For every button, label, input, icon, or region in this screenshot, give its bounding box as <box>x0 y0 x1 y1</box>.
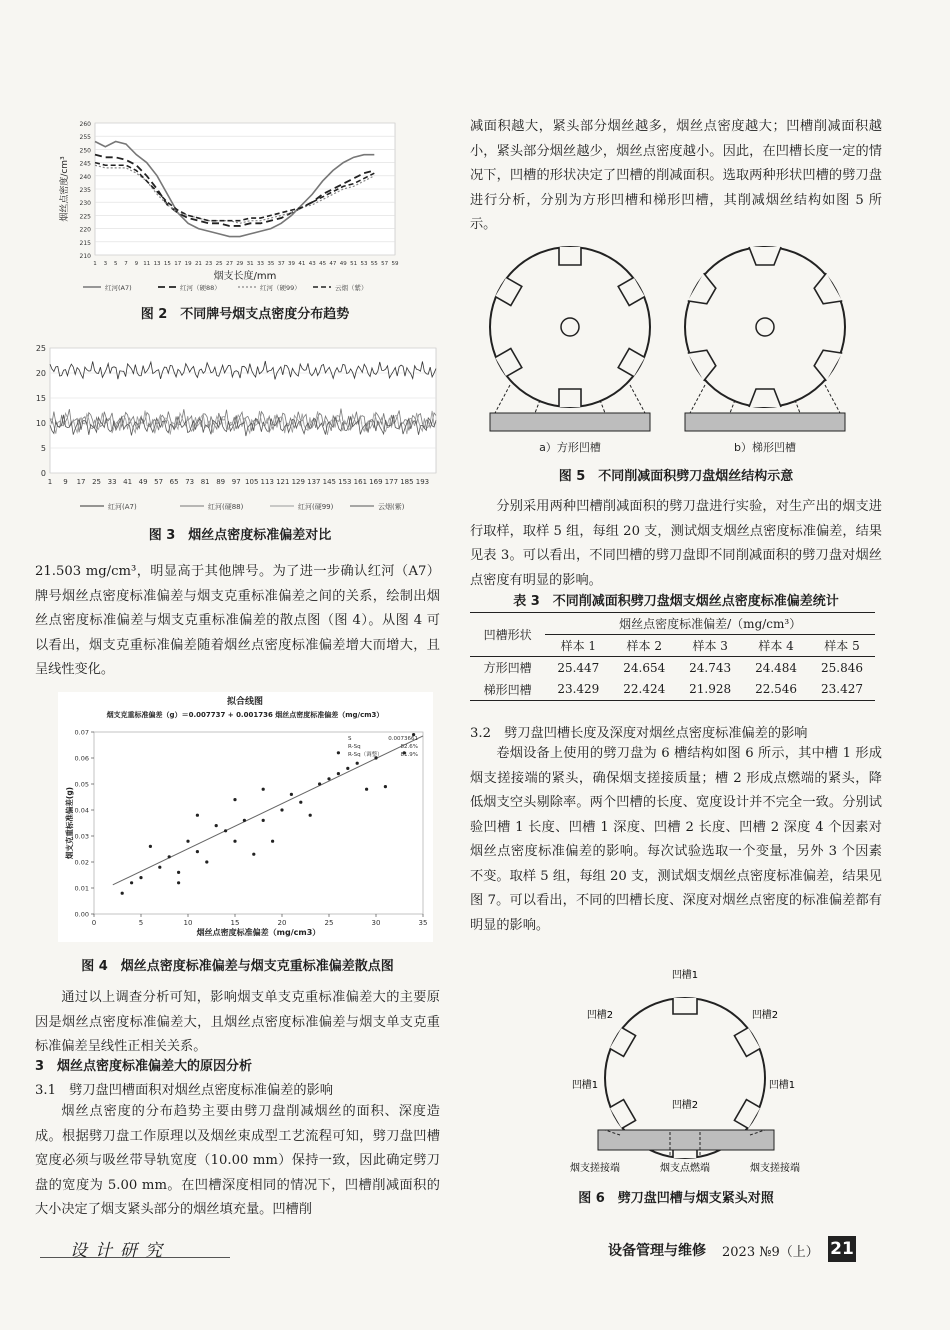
fig2-xtick-label: 1 <box>93 261 97 267</box>
figure2-chart <box>55 115 430 295</box>
table3-cell: 22.424 <box>611 679 677 701</box>
fig4-ylabel: 烟支克重标准偏差(g) <box>65 786 74 860</box>
section-3-heading: 3 烟丝点密度标准偏差大的原因分析 <box>35 1059 253 1074</box>
fig4-scatter-point <box>356 762 359 765</box>
trapezoid-groove-notch <box>688 273 716 304</box>
fig4-equation: 烟支克重标准偏差（g）＝0.007737 + 0.001736 烟丝点密度标准偏差（mg/cm3） <box>106 711 384 719</box>
fig2-xtick-label: 49 <box>339 261 347 267</box>
fig4-scatter-point <box>121 892 124 895</box>
fig2-xtick-label: 31 <box>246 261 254 267</box>
trapezoid-groove-notch <box>749 247 781 265</box>
fig2-ylabel: 烟丝点密度/cm³ <box>60 156 70 222</box>
fig4-scatter-point <box>196 814 199 817</box>
fig4-scatter-point <box>158 866 161 869</box>
fig3-ytick-label: 5 <box>40 444 46 453</box>
fig6-groove-notch <box>734 1028 760 1057</box>
fig4-ytick-label: 0.06 <box>74 754 89 763</box>
square-groove-notch <box>618 348 645 376</box>
fig3-xtick-label: 129 <box>291 478 305 486</box>
fig4-scatter-point <box>318 782 321 785</box>
fig4-scatter-point <box>309 814 312 817</box>
fig4-ytick-label: 0.07 <box>74 728 89 737</box>
fig4-scatter-point <box>337 751 340 754</box>
fig2-legend-label: 红河（硬99） <box>260 284 301 292</box>
fig4-xtick-label: 0 <box>91 919 97 927</box>
fig3-xtick-label: 105 <box>245 478 259 486</box>
table3-header-cell: 样本 3 <box>677 635 743 657</box>
fig4-scatter-point <box>139 876 142 879</box>
fig3-xtick-label: 81 <box>200 478 210 486</box>
fig2-xtick-label: 17 <box>174 261 182 267</box>
table3 <box>470 612 875 701</box>
footer-issue: 2023 №9（上） <box>722 1245 819 1260</box>
fig3-legend-label: 红河(A7) <box>108 503 137 511</box>
fig3-xtick-label: 113 <box>260 478 274 486</box>
square-groove-disk <box>490 247 650 407</box>
trapezoid-groove-notch <box>814 273 842 304</box>
footer-journal: 设备管理与维修 <box>608 1243 706 1259</box>
fig2-xtick-label: 25 <box>215 261 223 267</box>
fig4-scatter-point <box>196 850 199 853</box>
fig4-title: 拟合线图 <box>226 697 264 707</box>
fig4-scatter-point <box>262 788 265 791</box>
fig2-xtick-label: 21 <box>194 261 202 267</box>
table3-header-cell: 样本 4 <box>743 635 809 657</box>
left-paragraph-1: 21.503 mg/cm³，明显高于其他牌号。为了进一步确认红河（A7）牌号烟丝点密度标准偏差与烟支克重标准偏差之间的关系，绘制出烟丝点密度标准偏差与烟支克重标准偏差的散点图（图 4）。从图 4 可以看出，烟支克重标准偏差随着烟丝点密度标准偏差增大而增大，且呈线性变化。 <box>35 564 440 677</box>
table3-cell: 22.546 <box>743 679 809 701</box>
fig4-scatter-point <box>177 871 180 874</box>
fig2-ytick-label: 240 <box>79 173 91 181</box>
fig2-legend-label: 红河(A7) <box>105 284 132 292</box>
fig2-xtick-label: 5 <box>113 261 118 267</box>
fig2-ytick-label: 210 <box>79 253 91 260</box>
fig3-ytick-label: 10 <box>35 419 46 428</box>
square-groove-notch <box>559 247 581 265</box>
table3-row-label: 方形凹槽 <box>483 661 532 676</box>
fig4-scatter-point <box>149 845 152 848</box>
fig4-scatter-point <box>177 881 180 884</box>
square-groove-notch <box>618 277 645 305</box>
fig3-legend-label: 云烟(紫) <box>378 503 405 511</box>
fig4-stat-value: 0.0073661 <box>388 736 418 742</box>
fig2-ytick-label: 225 <box>79 213 91 221</box>
right-paragraph-2: 分别采用两种凹槽削减面积的劈刀盘进行实验，对生产出的烟支进行取样，取样 5 组，每组 20 支，测试烟支烟丝点密度标准偏差，结果见表 3。可以看出，不同凹槽的劈刀盘即不同削减面积的劈刀盘对烟丝点密度有明显的影响。 <box>470 499 882 588</box>
section-3-2-heading: 3.2 劈刀盘凹槽长度及深度对烟丝点密度标准偏差的影响 <box>470 726 808 741</box>
figure4-caption: 图 4 烟丝点密度标准偏差与烟支克重标准偏差散点图 <box>81 959 394 974</box>
fig6-label-base-right: 烟支搓接端 <box>750 1163 800 1174</box>
fig4-xtick-label: 30 <box>371 919 381 927</box>
square-groove-base <box>490 413 650 431</box>
fig4-scatter-point <box>327 777 330 780</box>
fig2-ytick-label: 220 <box>79 226 91 234</box>
fig3-xtick-label: 73 <box>185 478 195 486</box>
right-paragraph-1: 减面积越大，紧头部分烟丝越多，烟丝点密度越大；凹槽削减面积越小，紧头部分烟丝越少，烟丝点密度越小。因此，在凹槽长度一定的情况下，凹槽的形状决定了凹槽的削减面积。选取两种形状凹槽的劈刀盘进行分析，分别为方形凹槽和梯形凹槽，其削减烟丝结构如图 5 所示。 <box>470 119 882 232</box>
table3-header-cell: 样本 1 <box>545 635 611 657</box>
fig4-scatter-point <box>186 840 189 843</box>
fig2-xtick-label: 33 <box>257 261 265 267</box>
fig3-xtick-label: 41 <box>123 478 133 486</box>
fig3-xtick-label: 169 <box>369 478 383 486</box>
fig4-scatter-point <box>215 824 218 827</box>
fig3-xtick-label: 193 <box>415 478 430 486</box>
fig4-stat-label: S <box>348 736 352 742</box>
trapezoid-groove-notch <box>749 389 781 407</box>
fig4-scatter-point <box>233 840 236 843</box>
table3-cell: 24.654 <box>623 660 666 675</box>
fig2-xtick-label: 13 <box>153 261 161 267</box>
table3-cell: 21.928 <box>677 679 743 701</box>
fig6-label-lower-right: 凹槽1 <box>768 1080 796 1091</box>
fig3-xtick-label: 25 <box>92 478 102 486</box>
page-number: 21 <box>828 1236 856 1262</box>
fig2-xtick-label: 7 <box>124 261 128 267</box>
fig2-xtick-label: 59 <box>391 261 399 267</box>
table3-cell: 24.743 <box>689 660 732 675</box>
figure5-diagram <box>480 235 870 465</box>
fig4-scatter-point <box>384 785 387 788</box>
fig4-scatter-point <box>130 881 133 884</box>
fig2-xtick-label: 11 <box>143 261 151 267</box>
fig6-label-lower-left: 凹槽1 <box>571 1080 599 1091</box>
fig4-scatter-point <box>224 829 227 832</box>
table3-cell: 23.427 <box>809 679 875 701</box>
left-paragraph-2: 通过以上调查分析可知，影响烟支单支克重标准偏差大的主要原因是烟丝点密度标准偏差大，且烟丝点密度标准偏差与烟支单支克重标准偏差呈线性正相关关系。 <box>35 990 440 1054</box>
table3-header-cell: 样本 2 <box>611 635 677 657</box>
table3-cell: 25.447 <box>557 660 600 675</box>
trapezoid-groove-notch <box>688 350 716 381</box>
fig2-xtick-label: 41 <box>298 261 306 267</box>
fig4-ytick-label: 0.00 <box>74 910 89 919</box>
fig2-xtick-label: 57 <box>381 261 389 267</box>
figure5-sub-b: b）梯形凹槽 <box>734 441 796 454</box>
fig4-scatter-point <box>233 798 236 801</box>
fig4-xtick-label: 5 <box>138 919 144 927</box>
fig2-xtick-label: 29 <box>236 261 244 267</box>
figure4-chart <box>58 692 433 942</box>
fig3-xtick-label: 161 <box>353 478 368 486</box>
fig3-ytick-label: 0 <box>40 469 46 478</box>
fig2-xtick-label: 47 <box>329 261 337 267</box>
fig2-xtick-label: 39 <box>288 261 296 267</box>
figure2-caption: 图 2 不同牌号烟支点密度分布趋势 <box>140 307 350 322</box>
fig3-xtick-label: 17 <box>76 478 86 486</box>
fig2-ytick-label: 215 <box>79 239 91 247</box>
right-paragraph-3: 卷烟设备上使用的劈刀盘为 6 槽结构如图 6 所示，其中槽 1 形成烟支搓接端的紧头，确保烟支搓接质量；槽 2 形成点燃端的紧头，降低烟支空头剔除率。两个凹槽的长度、宽度设计并不完全一致。分别试验凹槽 1 长度、凹槽 1 深度、凹槽 2 长度、凹槽 2 深度 4 个因素对烟丝点密度标准偏差的影响。每次试验选取一个变量，另外 3 个因素不变。取样 5 组，每组 20 支，测试烟支烟丝点密度标准偏差，结果见图 7。可以看出，不同的凹槽长度、深度对烟丝点密度的标准偏差都有明显的影响。 <box>470 746 882 933</box>
fig3-xtick-label: 177 <box>384 478 399 486</box>
fig2-xtick-label: 15 <box>163 261 171 267</box>
fig4-scatter-point <box>290 793 293 796</box>
fig4-stat-label: R-Sq <box>348 744 361 750</box>
fig4-scatter-point <box>262 819 265 822</box>
fig3-xtick-label: 9 <box>63 478 68 486</box>
figure6-caption: 图 6 劈刀盘凹槽与烟支紧头对照 <box>578 1191 774 1206</box>
trapezoid-groove-base <box>685 413 845 431</box>
fig4-stat-value: 82.6% <box>400 744 418 750</box>
fig2-ytick-label: 255 <box>79 134 91 142</box>
fig3-xtick-label: 97 <box>231 478 241 486</box>
fig4-xlabel: 烟丝点密度标准偏差（mg/cm3） <box>196 928 321 937</box>
footer-section: 设计研究 <box>70 1241 170 1261</box>
figure5-caption: 图 5 不同削减面积劈刀盘烟丝结构示意 <box>558 469 794 484</box>
fig4-scatter-point <box>271 840 274 843</box>
fig6-groove-notch <box>673 998 697 1014</box>
fig6-label-upper-left: 凹槽2 <box>586 1010 614 1021</box>
fig4-scatter-point <box>299 801 302 804</box>
fig4-stat-value: 81.9% <box>400 752 418 758</box>
fig3-xtick-label: 33 <box>107 478 117 486</box>
fig4-scatter-point <box>168 855 171 858</box>
fig2-xtick-label: 51 <box>350 261 358 267</box>
fig2-xtick-label: 3 <box>103 261 108 267</box>
fig6-label-base-left: 烟支搓接端 <box>570 1163 620 1174</box>
fig3-xtick-label: 49 <box>138 478 148 486</box>
fig6-label-upper-right: 凹槽2 <box>751 1010 779 1021</box>
fig2-xtick-label: 55 <box>370 261 378 267</box>
fig2-xtick-label: 53 <box>360 261 368 267</box>
fig2-ytick-label: 235 <box>79 187 91 194</box>
square-groove-notch <box>495 348 522 376</box>
fig3-xtick-label: 185 <box>400 478 414 486</box>
figure5-sub-a: a）方形凹槽 <box>539 441 601 454</box>
left-paragraph-3: 烟丝点密度的分布趋势主要由劈刀盘削减烟丝的面积、深度造成。根据劈刀盘工作原理以及烟丝束成型工艺流程可知，劈刀盘凹槽宽度必须与吸丝带导轨宽度（10.00 mm）保持一致，因此确定劈刀盘的宽度为 5.00 mm。在凹槽深度相同的情况下，凹槽削减面积的大小决定了烟支紧头部分的烟丝填充量。凹槽削 <box>35 1104 440 1217</box>
table3-title: 表 3 不同削减面积劈刀盘烟支烟丝点密度标准偏差统计 <box>513 594 839 609</box>
fig2-xlabel: 烟支长度/mm <box>213 271 277 282</box>
fig4-scatter-point <box>365 788 368 791</box>
fig4-scatter-point <box>337 772 340 775</box>
fig3-xtick-label: 137 <box>307 478 321 486</box>
fig2-ytick-label: 250 <box>79 147 91 155</box>
fig3-xtick-label: 89 <box>216 478 226 486</box>
fig2-legend-label: 红河（硬88） <box>180 284 221 292</box>
fig2-ytick-label: 230 <box>79 200 91 208</box>
fig4-scatter-point <box>243 819 246 822</box>
fig4-xtick-label: 10 <box>183 919 193 927</box>
table3-cell: 25.846 <box>821 660 864 675</box>
fig3-xtick-label: 121 <box>276 478 290 486</box>
fig4-ytick-label: 0.05 <box>74 780 89 789</box>
fig4-stat-label: R-Sq（调整） <box>348 752 383 758</box>
fig3-ytick-label: 15 <box>35 394 46 403</box>
figure3-chart <box>28 340 440 520</box>
fig3-legend-label: 红河(硬88) <box>208 503 244 511</box>
fig4-scatter-point <box>280 808 283 811</box>
fig3-ytick-label: 25 <box>35 344 46 353</box>
fig2-ytick-label: 245 <box>79 160 91 168</box>
fig6-label-bottom: 凹槽2 <box>671 1100 699 1111</box>
fig4-ytick-label: 0.02 <box>74 858 89 867</box>
fig2-xtick-label: 23 <box>205 261 213 267</box>
fig3-legend-label: 红河(硬99) <box>298 503 334 511</box>
fig3-ytick-label: 20 <box>35 369 46 378</box>
fig4-xtick-label: 15 <box>230 919 240 927</box>
fig6-groove-notch <box>734 1100 760 1129</box>
fig4-ytick-label: 0.03 <box>74 832 89 841</box>
fig6-label-base-mid: 烟支点燃端 <box>660 1163 710 1174</box>
section-3-1-heading: 3.1 劈刀盘凹槽面积对烟丝点密度标准偏差的影响 <box>35 1083 333 1098</box>
fig2-xtick-label: 9 <box>134 261 139 267</box>
fig3-xtick-label: 153 <box>338 478 352 486</box>
fig2-xtick-label: 27 <box>225 261 233 267</box>
fig6-label-top: 凹槽1 <box>671 970 699 981</box>
fig3-xtick-label: 145 <box>322 478 337 486</box>
fig6-groove-notch <box>610 1028 636 1057</box>
fig2-xtick-label: 37 <box>277 261 285 267</box>
fig4-ytick-label: 0.04 <box>74 806 89 815</box>
fig3-xtick-label: 57 <box>154 478 164 486</box>
fig4-xtick-label: 20 <box>277 919 287 927</box>
fig2-xtick-label: 43 <box>308 261 316 267</box>
table3-col0-header: 凹槽形状 <box>470 613 545 657</box>
figure6-diagram <box>560 960 810 1180</box>
trapezoid-groove-disk <box>685 247 845 407</box>
figure3-caption: 图 3 烟丝点密度标准偏差对比 <box>148 528 332 543</box>
fig4-scatter-point <box>252 853 255 856</box>
fig3-xtick-label: 1 <box>47 478 53 486</box>
fig4-scatter-point <box>205 860 208 863</box>
square-groove-notch <box>559 389 581 407</box>
fig2-xtick-label: 19 <box>184 261 192 267</box>
trapezoid-groove-notch <box>814 350 842 381</box>
fig2-xtick-label: 35 <box>267 261 275 267</box>
fig3-xtick-label: 65 <box>169 478 179 486</box>
fig4-scatter-point <box>346 767 349 770</box>
fig2-legend-label: 云烟（紫） <box>335 284 368 292</box>
fig4-ytick-label: 0.01 <box>74 884 89 893</box>
table3-row-label: 梯形凹槽 <box>470 679 545 701</box>
fig2-ytick-label: 260 <box>79 121 91 128</box>
table3-cell: 24.484 <box>755 660 798 675</box>
table3-cell: 23.429 <box>545 679 611 701</box>
fig2-xtick-label: 45 <box>319 261 327 267</box>
fig6-groove-notch <box>610 1100 636 1129</box>
square-groove-notch <box>495 277 522 305</box>
fig4-xtick-label: 35 <box>418 919 428 927</box>
table3-group-header: 烟丝点密度标准偏差/（mg/cm³） <box>545 613 875 635</box>
fig4-xtick-label: 25 <box>324 919 334 927</box>
table3-header-cell: 样本 5 <box>809 635 875 657</box>
